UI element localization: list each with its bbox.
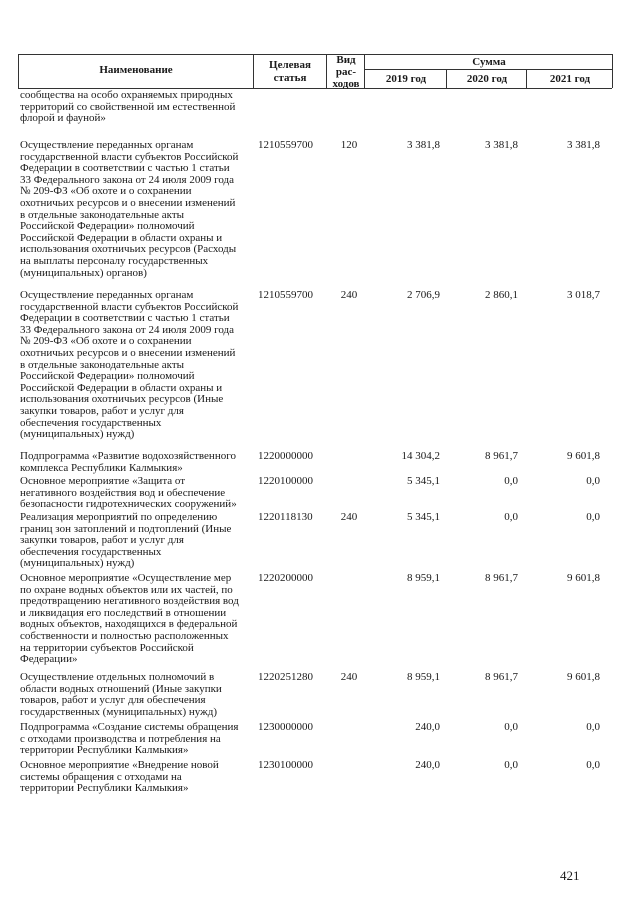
row-2019: 240,0 — [415, 759, 440, 771]
row-2021: 9 601,8 — [567, 671, 600, 683]
row-name: Осуществление переданных органам государственной власти субъектов Российской Федерации в соответствии с частью 1 статьи 33 Федерального закона от 24 июля 2009 года № 209-ФЗ «Об охоте и о сохранении охотничьих ресурсов и о внесении изменений в отдельные законодательные акты Российской Федерации» полномочий Российской Федерации в области охраны и использования охотничьих ресурсов (Иные закупки товаров, работ и услуг для обеспечения государственных (муниципальных) нужд) — [20, 289, 239, 441]
table-header — [0, 0, 640, 100]
header-sum-divider — [364, 69, 612, 70]
row-name: Подпрограмма «Развитие водохозяйственного комплекса Республики Калмыкия» — [20, 450, 236, 474]
row-2021: 3 018,7 — [567, 289, 600, 301]
header-left-border — [18, 54, 19, 88]
row-2019: 2 706,9 — [407, 289, 440, 301]
row-2021: 9 601,8 — [567, 450, 600, 462]
header-sum: Сумма — [472, 56, 506, 68]
row-code: 1220000000 — [258, 450, 313, 462]
row-name: Реализация мероприятий по определению границ зон затоплений и подтоплений (Иные закупки товаров, работ и услуг для обеспечения государственных (муниципальных) нужд) — [20, 511, 232, 570]
header-type: Вид рас-ходов — [332, 54, 360, 90]
header-right-border — [612, 54, 613, 88]
row-name: Осуществление отдельных полномочий в области водных отношений (Иные закупки товаров, работ и услуг для обеспечения государственных (муниципальных) нужд) — [20, 671, 222, 718]
row-2021: 9 601,8 — [567, 572, 600, 584]
row-2019: 240,0 — [415, 721, 440, 733]
row-2021: 0,0 — [586, 511, 600, 523]
row-2020: 8 961,7 — [485, 450, 518, 462]
header-top-border — [18, 54, 612, 55]
row-code: 1230000000 — [258, 721, 313, 733]
row-2020: 0,0 — [504, 759, 518, 771]
header-divider-name — [253, 54, 254, 88]
row-2021: 0,0 — [586, 475, 600, 487]
row-code: 1210559700 — [258, 139, 313, 151]
row-2021: 0,0 — [586, 721, 600, 733]
row-2021: 0,0 — [586, 759, 600, 771]
row-name: Основное мероприятие «Защита от негативного воздействия вод и обеспечение безопасности гидротехнических сооружений» — [20, 475, 237, 511]
row-code: 1220100000 — [258, 475, 313, 487]
row-2020: 2 860,1 — [485, 289, 518, 301]
row-2020: 8 961,7 — [485, 572, 518, 584]
row-2019: 8 959,1 — [407, 671, 440, 683]
row-type: 240 — [340, 511, 358, 523]
header-divider-2019 — [446, 69, 447, 88]
header-2020: 2020 год — [466, 73, 508, 85]
row-2019: 5 345,1 — [407, 475, 440, 487]
row-2020: 3 381,8 — [485, 139, 518, 151]
header-2019: 2019 год — [385, 73, 427, 85]
row-2019: 8 959,1 — [407, 572, 440, 584]
row-2019: 14 304,2 — [401, 450, 440, 462]
row-2020: 8 961,7 — [485, 671, 518, 683]
row-name: сообщества на особо охраняемых природных территорий со свойственной им естественной флорой и фауной» — [20, 89, 236, 125]
header-divider-2020 — [526, 69, 527, 88]
row-code: 1220251280 — [258, 671, 313, 683]
row-name: Подпрограмма «Создание системы обращения с отходами производства и потребления на территории Республики Калмыкия» — [20, 721, 239, 757]
row-2020: 0,0 — [504, 475, 518, 487]
row-code: 1220118130 — [258, 511, 313, 523]
row-code: 1220200000 — [258, 572, 313, 584]
row-2020: 0,0 — [504, 511, 518, 523]
header-code: Целевая статья — [269, 59, 311, 84]
row-name: Основное мероприятие «Осуществление мер по охране водных объектов или их частей, по предотвращению негативного воздействия вод и ликвидация его последствий в отношении водных объектов, находящихся в федеральной собственности и полностью расположенных на территории субъектов Российской Федерации» — [20, 572, 239, 666]
row-2019: 3 381,8 — [407, 139, 440, 151]
page-number: 421 — [560, 868, 580, 883]
row-2020: 0,0 — [504, 721, 518, 733]
row-type: 120 — [340, 139, 358, 151]
header-2021: 2021 год — [549, 73, 591, 85]
row-type: 240 — [340, 671, 358, 683]
row-2019: 5 345,1 — [407, 511, 440, 523]
row-name: Основное мероприятие «Внедрение новой системы обращения с отходами на территории Республики Калмыкия» — [20, 759, 219, 795]
header-divider-code — [326, 54, 327, 88]
header-name: Наименование — [99, 64, 173, 76]
row-2021: 3 381,8 — [567, 139, 600, 151]
row-type: 240 — [340, 289, 358, 301]
row-code: 1230100000 — [258, 759, 313, 771]
header-divider-type — [364, 54, 365, 88]
row-name: Осуществление переданных органам государственной власти субъектов Российской Федерации в соответствии с частью 1 статьи 33 Федерального закона от 24 июля 2009 года № 209-ФЗ «Об охоте и о сохранении охотничьих ресурсов и о внесении изменений в отдельные законодательные акты Российской Федерации» полномочий Российской Федерации в области охраны и использования охотничьих ресурсов (Расходы на выплаты персоналу государственных (муниципальных) органов) — [20, 139, 239, 279]
row-code: 1210559700 — [258, 289, 313, 301]
